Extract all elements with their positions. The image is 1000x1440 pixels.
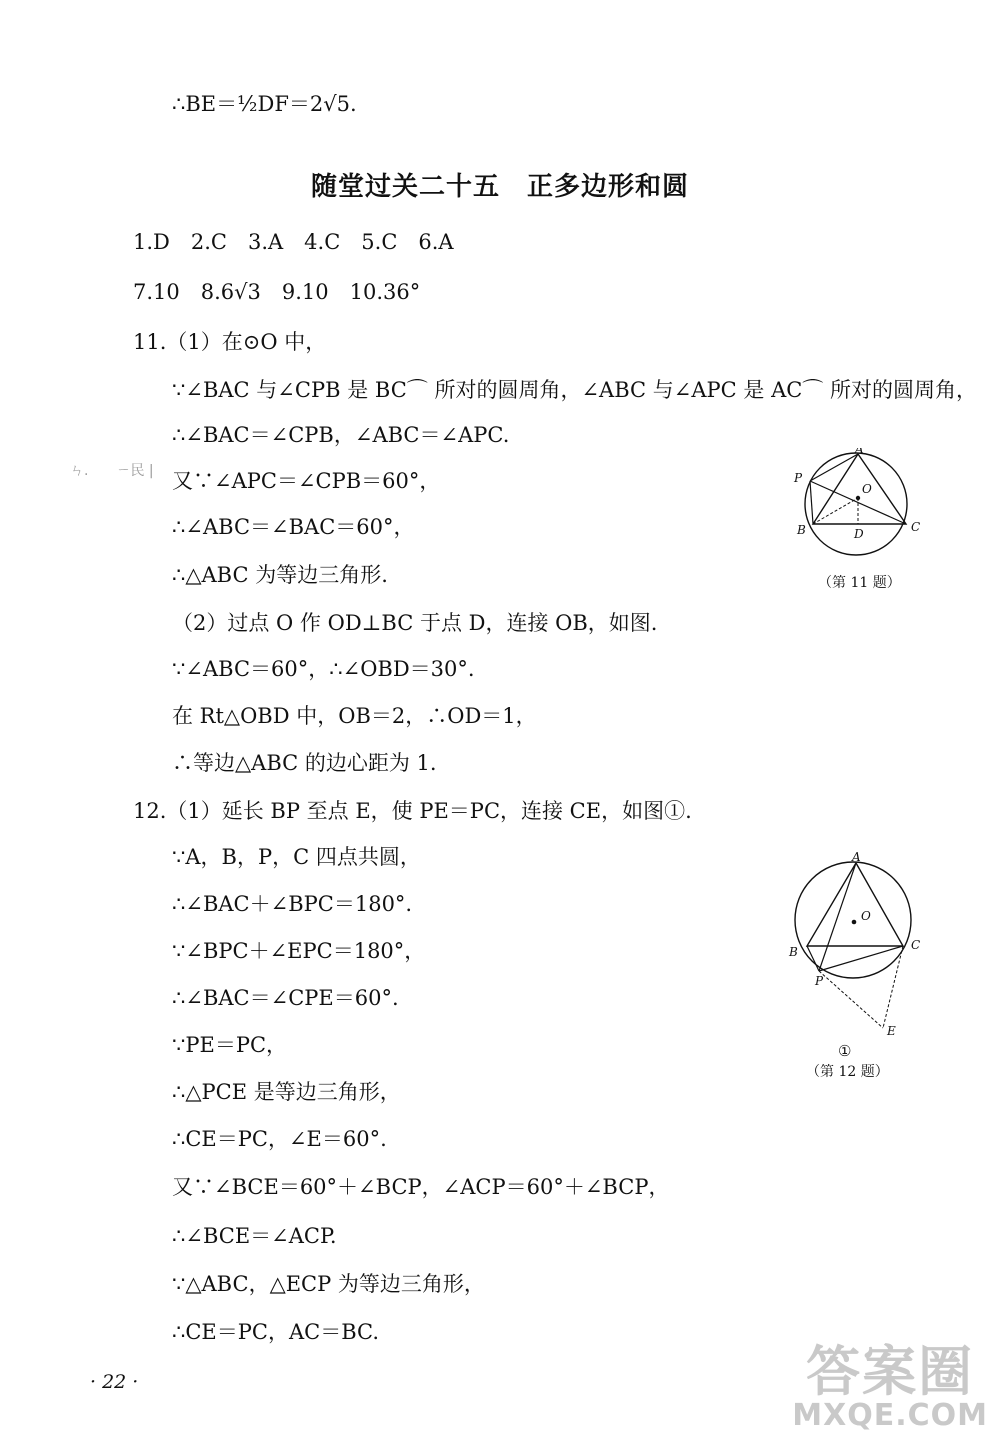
figure-12-diagram bbox=[783, 848, 933, 1044]
q12-line: 又∵∠BCE＝60°＋∠BCP，∠ACP＝60°＋∠BCP， bbox=[172, 1175, 670, 1199]
label-b: B bbox=[789, 945, 798, 959]
watermark bbox=[792, 1340, 988, 1433]
q12-line: ∴△PCE 是等边三角形， bbox=[172, 1080, 401, 1104]
section-title: 随堂过关二十五 正多边形和圆 bbox=[310, 172, 689, 202]
q12-line: ∴∠BAC＝∠CPE＝60°. bbox=[172, 986, 399, 1010]
label-a: A bbox=[852, 850, 861, 864]
label-p: P bbox=[815, 974, 824, 988]
figure-11-diagram bbox=[785, 448, 925, 560]
q12-line: ∴CE＝PC，∠E＝60°. bbox=[172, 1127, 387, 1151]
q11-line: ∵∠BAC 与∠CPB 是 BC⌒ 所对的圆周角，∠ABC 与∠APC 是 AC⌒ 所对的圆周角， bbox=[172, 378, 977, 402]
label-c: C bbox=[911, 520, 921, 534]
q11-line: 又∵∠APC＝∠CPB＝60°， bbox=[172, 469, 441, 493]
watermark-logo: 答案圈 bbox=[806, 1340, 975, 1403]
q11-line: ∴∠ABC＝∠BAC＝60°， bbox=[172, 515, 415, 539]
q12-line: ∴CE＝PC，AC＝BC. bbox=[172, 1320, 380, 1344]
triangle-abc bbox=[807, 863, 903, 946]
q12-line: ∴∠BCE＝∠ACP. bbox=[172, 1224, 337, 1248]
q12-line: ∵A，B，P，C 四点共圆， bbox=[172, 845, 421, 869]
q12-line: ∵∠BPC＋∠EPC＝180°， bbox=[172, 939, 426, 963]
segment-ob bbox=[813, 498, 858, 524]
figure-12-mark: ① bbox=[838, 1042, 852, 1060]
margin-note: ㄣ. ㄧ民 | bbox=[70, 463, 154, 479]
top-equation: ∴BE＝½DF＝2√5. bbox=[172, 92, 357, 116]
q11-heading: 11.（1）在⊙O 中， bbox=[133, 330, 327, 354]
label-b: B bbox=[797, 523, 806, 537]
figure-11 bbox=[785, 448, 925, 560]
q12-line: ∴∠BAC＋∠BPC＝180°. bbox=[172, 892, 413, 916]
label-p: P bbox=[794, 471, 803, 485]
label-a: A bbox=[855, 448, 864, 456]
watermark-site: MXQE.COM bbox=[792, 1398, 988, 1433]
segment-pe bbox=[819, 971, 883, 1028]
q12-heading: 12.（1）延长 BP 至点 E，使 PE＝PC，连接 CE，如图①. bbox=[133, 799, 692, 823]
label-d: D bbox=[854, 527, 864, 541]
segment-pb bbox=[810, 481, 813, 524]
q11-line: ∴△ABC 为等边三角形. bbox=[172, 563, 388, 587]
label-c: C bbox=[911, 938, 921, 952]
figure-11-caption: （第 11 题） bbox=[818, 575, 901, 591]
label-e: E bbox=[887, 1024, 896, 1038]
center-point bbox=[856, 496, 860, 500]
q11-line: ∴∠BAC＝∠CPB，∠ABC＝∠APC. bbox=[172, 423, 510, 447]
figure-12-caption: （第 12 题） bbox=[806, 1064, 889, 1080]
center-point bbox=[852, 920, 857, 925]
figure-12 bbox=[783, 848, 933, 1044]
label-o: O bbox=[862, 482, 872, 496]
page-number: · 22 · bbox=[90, 1371, 139, 1393]
q11-line: （2）过点 O 作 OD⊥BC 于点 D，连接 OB，如图. bbox=[172, 611, 658, 635]
segment-ce bbox=[883, 946, 903, 1028]
q11-line: ∵∠ABC＝60°，∴∠OBD＝30°. bbox=[172, 657, 475, 681]
q12-line: ∵PE＝PC， bbox=[172, 1033, 288, 1057]
segment-pc bbox=[819, 946, 903, 971]
q12-line: ∵△ABC，△ECP 为等边三角形， bbox=[172, 1272, 485, 1296]
label-o: O bbox=[861, 909, 871, 923]
q11-line: ∴等边△ABC 的边心距为 1. bbox=[172, 751, 437, 775]
answer-line-1: 1.D 2.C 3.A 4.C 5.C 6.A bbox=[133, 230, 454, 254]
answer-line-2: 7.10 8.6√3 9.10 10.36° bbox=[133, 280, 421, 304]
q11-line: 在 Rt△OBD 中，OB＝2，∴OD＝1， bbox=[172, 704, 537, 728]
